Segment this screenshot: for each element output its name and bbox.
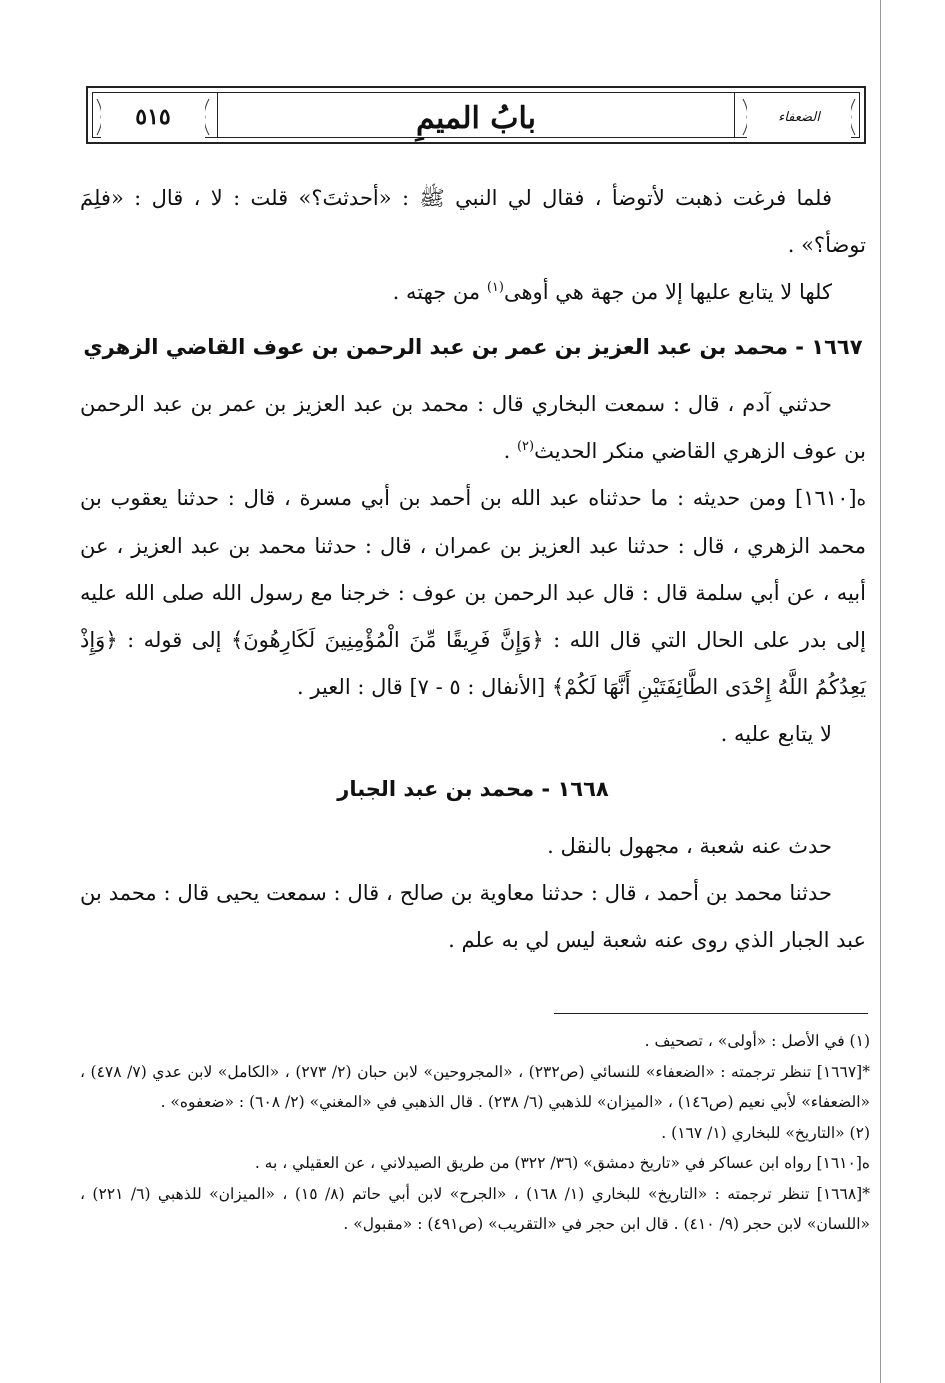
paragraph: حدثنا محمد بن أحمد ، قال : حدثنا معاوية بن صالح ، قال : سمعت يحيى قال : محمد بن عبد الجبار الذي روى عنه شعبة ليس لي به علم . <box>80 881 866 952</box>
footnote-ref: (٢) <box>516 439 535 454</box>
header-frame <box>92 92 860 138</box>
footnote-separator <box>554 1013 868 1014</box>
header-ornament-left <box>93 93 213 141</box>
footnote-ref: (١) <box>486 280 504 295</box>
text-span: حدثني آدم ، قال : سمعت البخاري قال : محمد بن عبد العزيز بن عمر بن عبد الرحمن بن عوف الزهري القاضي منكر الحديث <box>80 392 866 463</box>
paragraph: حدث عنه شعبة ، مجهول بالنقل . <box>547 834 832 858</box>
footnotes <box>80 1026 870 1240</box>
text-span: [١٦١٠] ومن حديثه : ما حدثناه عبد الله بن أحمد بن أبي مسرة ، قال : حدثنا يعقوب بن محمد الزهري ، قال : حدثنا عبد العزيز بن عمران ، قال : حدثنا محمد بن عبد العزيز ، عن أبيه ، عن أبي سلمة قال : قال عبد الرحمن بن عوف : خرجنا مع رسول الله صلى الله عليه إلى بدر على الحال التي قال الله : ﴿وَإِنَّ فَرِيقًا مِّنَ الْمُؤْمِنِينَ لَكَارِهُونَ﴾ إلى قوله : ﴿وَإِذْ يَعِدُكُمُ اللَّهُ إِحْدَى الطَّائِفَتَيْنِ أَنَّهَا لَكُمْ﴾ [الأنفال : ٥ - ٧] قال : العير . <box>80 486 866 699</box>
hadith-mark: ه <box>856 489 866 510</box>
paragraph <box>80 381 866 475</box>
book-mark-label: الضعفاء <box>747 95 851 139</box>
header-ornament-right <box>739 93 859 141</box>
footnote: (١) في الأصل : «أولى» ، تصحيف . <box>644 1032 870 1050</box>
footnote: (٢) «التاريخ» للبخاري (١/ ١٦٧) . <box>661 1123 870 1142</box>
entry-heading: ١٦٦٨ - محمد بن عبد الجبار <box>337 777 609 801</box>
footnote: ه[١٦١٠] رواه ابن عساكر في «تاريخ دمشق» (٣٦/ ٣٢٢) من طريق الصيدلاني ، عن العقيلي ، به . <box>254 1154 870 1172</box>
footnote: *[١٦٦٨] تنظر ترجمته : «التاريخ» للبخاري (١/ ١٦٨) ، «الجرح» لابن أبي حاتم (٨/ ١٥) ، «الميزان» للذهبي (٦/ ٢٢١) ، «اللسان» لابن حجر (٩/ ٤١٠) . قال ابن حجر في «التقريب» (ص٤٩١) : «مقبول» . <box>80 1184 870 1233</box>
text-span: . <box>503 439 517 463</box>
footnote: *[١٦٦٧] تنظر ترجمته : «الضعفاء» للنسائي (ص٢٣٢) ، «المجروحين» لابن حبان (٢/ ٢٧٣) ، «الكامل» لابن عدي (٧/ ٤٧٨) ، «الضعفاء» لأبي نعيم (ص١٤٦) ، «الميزان» للذهبي (٦/ ٢٣٨) . قال الذهبي في «المغني» (٢/ ٦٠٨) : «ضعفوه» . <box>80 1062 870 1111</box>
hadith-paragraph <box>80 475 866 711</box>
chapter-title: بابُ الميمِ <box>415 101 536 136</box>
page-number: ٥١٥ <box>101 95 205 139</box>
paragraph <box>80 269 866 316</box>
header-title-band <box>217 93 735 137</box>
paragraph: فلما فرغت ذهبت لأتوضأ ، فقال لي النبي ﷺ : «أحدثتَ؟» قلت : لا ، قال : «فلِمَ توضأ؟» . <box>80 186 866 257</box>
entry-heading: ١٦٦٧ - محمد بن عبد العزيز بن عمر بن عبد الرحمن بن عوف القاضي الزهري <box>83 335 863 359</box>
paragraph: لا يتابع عليه . <box>720 722 832 746</box>
text-span: كلها لا يتابع عليها إلا من جهة هي أوهى <box>503 280 832 304</box>
main-text <box>80 175 866 964</box>
text-span: من جهته . <box>392 280 487 304</box>
page-edge-rule <box>880 0 881 1383</box>
page-header <box>86 86 866 144</box>
